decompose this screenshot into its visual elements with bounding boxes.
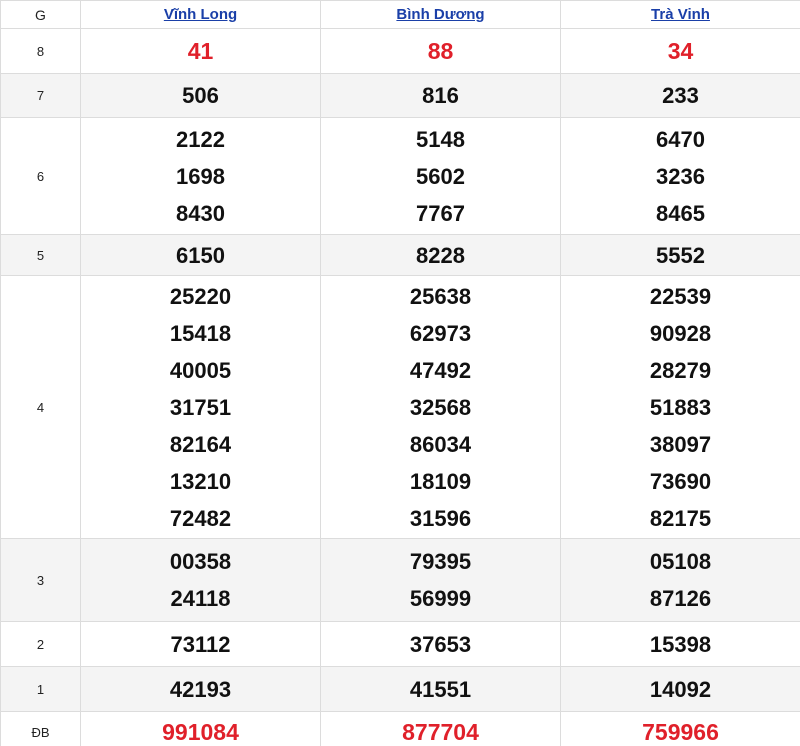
prize-row-4: [1, 276, 800, 539]
province-link-binh-duong[interactable]: Bình Dương: [396, 5, 485, 23]
prize-number: 3236: [656, 163, 705, 189]
prize-cell: [561, 712, 800, 746]
prize-cell: [321, 622, 561, 667]
special-prize-number: 991084: [162, 719, 239, 745]
prize-cell: [321, 235, 561, 276]
prize-cell: [561, 276, 800, 539]
prize-cell: [321, 276, 561, 539]
prize-number: 13210: [169, 468, 232, 494]
prize-number: 41: [187, 37, 214, 64]
prize-cell: [561, 622, 800, 667]
prize-number: 86034: [409, 431, 472, 457]
prize-number: 41551: [409, 676, 472, 702]
prize-number: 90928: [649, 320, 712, 346]
prize-number: 72482: [169, 505, 232, 531]
prize-cell: [321, 539, 561, 622]
prize-number: 7767: [416, 200, 465, 226]
prize-cell: [81, 235, 321, 276]
province-header-tra-vinh: [561, 1, 800, 29]
prize-cell: [81, 712, 321, 746]
prize-row-special: [1, 712, 800, 746]
prize-number: 816: [422, 83, 459, 108]
prize-number: 15418: [169, 320, 232, 346]
prize-cell: [81, 667, 321, 712]
prize-number: 88: [427, 37, 454, 64]
prize-number: 73112: [170, 631, 231, 657]
prize-cell: [561, 539, 800, 622]
prize-cell: [81, 118, 321, 235]
prize-number: 56999: [409, 586, 472, 611]
prize-cell: [321, 667, 561, 712]
prize-number: 24118: [170, 586, 231, 611]
prize-number: 51883: [649, 394, 712, 420]
prize-cell: [561, 667, 800, 712]
prize-number: 15398: [649, 631, 712, 657]
prize-cell: [81, 276, 321, 539]
prize-number: 8228: [416, 242, 465, 268]
special-prize-number: 877704: [402, 719, 479, 745]
prize-row-6: [1, 118, 800, 235]
prize-row-3: [1, 539, 800, 622]
prize-number: 87126: [649, 586, 712, 611]
prize-number: 8465: [656, 200, 705, 226]
prize-label: 4: [1, 276, 81, 539]
prize-number: 82175: [649, 505, 712, 531]
prize-label: 8: [1, 29, 81, 74]
prize-row-5: [1, 235, 800, 276]
prize-number: 5602: [416, 163, 465, 189]
prize-label: 7: [1, 74, 81, 118]
prize-number: 233: [662, 83, 699, 108]
prize-cell: [561, 74, 800, 118]
prize-number: 31596: [409, 505, 472, 531]
prize-number: 22539: [649, 283, 712, 309]
province-header-binh-duong: [321, 1, 561, 29]
prize-number: 62973: [409, 320, 472, 346]
prize-row-1: [1, 667, 800, 712]
special-prize-number: 759966: [642, 719, 719, 745]
prize-number: 00358: [169, 549, 232, 574]
prize-cell: [321, 74, 561, 118]
prize-number: 82164: [169, 431, 232, 457]
prize-number: 18109: [409, 468, 472, 494]
prize-number: 47492: [409, 357, 472, 383]
prize-number: 37653: [409, 631, 472, 657]
prize-cell: [321, 29, 561, 74]
prize-number: 5148: [416, 126, 465, 152]
prize-label: 2: [1, 622, 81, 667]
prize-cell: [321, 118, 561, 235]
prize-number: 73690: [649, 468, 712, 494]
prize-number: 6150: [176, 242, 225, 268]
province-header-vinh-long: [81, 1, 321, 29]
prize-number: 8430: [176, 200, 225, 226]
prize-cell: [81, 74, 321, 118]
prize-number: 05108: [649, 549, 712, 574]
prize-number: 1698: [176, 163, 225, 189]
prize-number: 14092: [649, 676, 712, 702]
province-link-vinh-long[interactable]: Vĩnh Long: [163, 5, 238, 23]
prize-number: 40005: [169, 357, 232, 383]
prize-row-2: [1, 622, 800, 667]
prize-number: 38097: [649, 431, 712, 457]
prize-row-8: [1, 29, 800, 74]
prize-label: ĐB: [1, 712, 81, 746]
prize-cell: [81, 29, 321, 74]
prize-number: 42193: [169, 676, 232, 702]
prize-cell: [561, 29, 800, 74]
prize-number: 34: [667, 37, 694, 64]
prize-cell: [321, 712, 561, 746]
prize-number: 32568: [409, 394, 472, 420]
prize-cell: [561, 118, 800, 235]
prize-column-header: G: [1, 1, 81, 29]
prize-number: 25638: [409, 283, 472, 309]
prize-number: 25220: [169, 283, 232, 309]
prize-number: 2122: [176, 126, 225, 152]
prize-number: 31751: [169, 394, 232, 420]
prize-row-7: [1, 74, 800, 118]
prize-number: 6470: [656, 126, 705, 152]
prize-label: 3: [1, 539, 81, 622]
prize-cell: [81, 539, 321, 622]
prize-label: 5: [1, 235, 81, 276]
prize-cell: [81, 622, 321, 667]
province-link-tra-vinh[interactable]: Trà Vinh: [651, 5, 710, 23]
table-header-row: [1, 1, 800, 29]
prize-number: 79395: [409, 549, 472, 574]
prize-number: 5552: [656, 242, 705, 268]
prize-label: 6: [1, 118, 81, 235]
prize-number: 28279: [649, 357, 712, 383]
prize-number: 506: [182, 83, 219, 108]
prize-cell: [561, 235, 800, 276]
prize-label: 1: [1, 667, 81, 712]
